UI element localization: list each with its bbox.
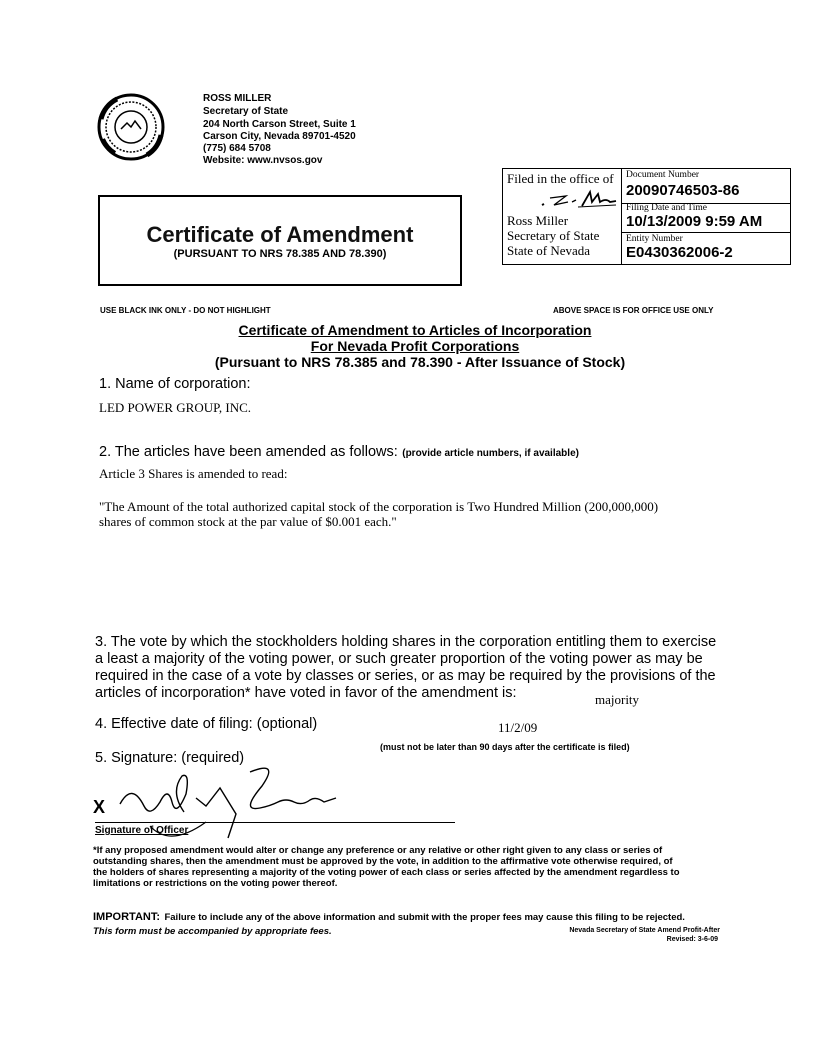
q4-label: 4. Effective date of filing: (optional) (95, 716, 318, 732)
q5-label: 5. Signature: (required) (95, 750, 245, 766)
secretary-title: Secretary of State (203, 106, 289, 117)
q3-line4: articles of incorporation* have voted in favor of the amendment is: (95, 685, 517, 701)
signature-line (95, 822, 455, 823)
office-use-notice: ABOVE SPACE IS FOR OFFICE USE ONLY (553, 306, 714, 315)
fees-notice: This form must be accompanied by appropriate fees. (93, 926, 332, 937)
certificate-subtitle: (PURSUANT TO NRS 78.385 AND 78.390) (173, 248, 387, 260)
officer-signature (110, 762, 350, 852)
footnote-line3: the holders of shares representing a majority of the voting power of each class or series affected by the amendment regardless to (93, 867, 680, 878)
q1-label: 1. Name of corporation: (99, 376, 251, 392)
signature-of-officer-label: Signature of Officer (95, 825, 189, 836)
q2-label: 2. The articles have been amended as follows: (99, 444, 398, 460)
secretary-signature (540, 188, 618, 210)
form-heading-line1: Certificate of Amendment to Articles of Incorporation (238, 322, 592, 338)
officer-title: Secretary of State (507, 228, 600, 243)
address-line-1: 204 North Carson Street, Suite 1 (203, 119, 356, 130)
entity-number: E0430362006-2 (626, 244, 733, 261)
important-label: IMPORTANT: (93, 911, 161, 923)
effective-date: 11/2/09 (498, 720, 538, 735)
filing-divider (621, 168, 622, 265)
filing-date-value: 10/13/2009 9:59 AM (626, 213, 763, 230)
officer-state: State of Nevada (507, 243, 591, 258)
secretary-name: ROSS MILLER (203, 93, 272, 104)
vote-answer: majority (595, 692, 640, 707)
form-name: Nevada Secretary of State Amend Profit-After (569, 927, 720, 934)
document-number: 20090746503-86 (626, 182, 740, 199)
q2-label-row (99, 443, 579, 461)
q2-hint: (provide article numbers, if available) (402, 448, 579, 459)
filing-date-label: Filing Date and Time (626, 203, 708, 213)
amendment-text-line2: shares of common stock at the par value of $0.001 each." (99, 514, 397, 529)
state-seal-icon (97, 93, 165, 161)
revised-date: Revised: 3-6-09 (666, 936, 718, 943)
website: Website: www.nvsos.gov (203, 155, 323, 166)
filed-in-office-label: Filed in the office of (507, 171, 614, 186)
q3-line2: a least a majority of the voting power, or such greater proportion of the voting power as may be (95, 651, 703, 667)
amendment-intro: Article 3 Shares is amended to read: (99, 466, 288, 481)
filing-divider (622, 232, 791, 233)
form-heading-line2: For Nevada Profit Corporations (310, 338, 520, 354)
certificate-title: Certificate of Amendment (146, 222, 414, 247)
important-notice (93, 907, 685, 925)
footnote-line1: *If any proposed amendment would alter or change any preference or any relative or other right given to any class or series of (93, 845, 663, 856)
phone-number: (775) 684 5708 (203, 143, 271, 154)
signature-x-mark: X (93, 797, 106, 817)
address-line-2: Carson City, Nevada 89701-4520 (203, 131, 356, 142)
officer-name: Ross Miller (507, 213, 569, 228)
effective-date-note: (must not be later than 90 days after the certificate is filed) (380, 742, 630, 752)
amendment-text-line1: "The Amount of the total authorized capital stock of the corporation is Two Hundred Million (200,000,000) (99, 499, 659, 514)
q3-line1: 3. The vote by which the stockholders holding shares in the corporation entitling them to exercise (95, 634, 717, 650)
form-heading-line3: (Pursuant to NRS 78.385 and 78.390 - After Issuance of Stock) (214, 354, 626, 370)
entity-number-label: Entity Number (626, 234, 683, 244)
footnote-line4: limitations or restrictions on the voting power thereof. (93, 878, 338, 889)
important-text: Failure to include any of the above information and submit with the proper fees may cause this filing to be rejected. (164, 912, 685, 923)
ink-notice: USE BLACK INK ONLY - DO NOT HIGHLIGHT (100, 306, 271, 315)
corporation-name: LED POWER GROUP, INC. (99, 400, 252, 415)
q3-line3: required in the case of a vote by classes or series, or as may be required by the provisions of the (95, 668, 716, 684)
footnote-line2: outstanding shares, then the amendment must be approved by the vote, in addition to the affirmative vote otherwise required, of (93, 856, 673, 867)
document-number-label: Document Number (626, 170, 700, 180)
